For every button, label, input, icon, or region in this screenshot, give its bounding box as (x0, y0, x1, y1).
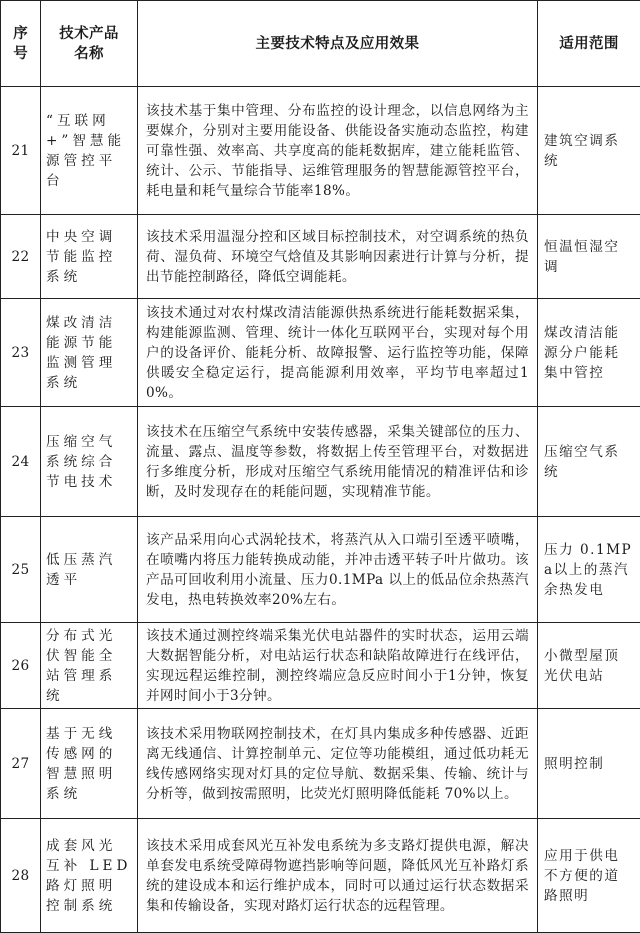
row-seq: 23 (1, 299, 41, 407)
row-seq: 21 (1, 87, 41, 215)
table-row (1, 709, 640, 819)
row-seq: 28 (1, 819, 41, 933)
row-seq: 24 (1, 407, 41, 517)
row-name: 中央空调节能监控系统 (41, 215, 138, 299)
row-scope: 压缩空气系统 (538, 407, 640, 517)
row-name: 煤改清洁能源节能监测管理系统 (41, 299, 138, 407)
row-scope: 小微型屋顶光伏电站 (538, 623, 640, 709)
row-scope: 应用于供电不方便的道路照明 (538, 819, 640, 933)
row-scope: 压力 0.1MPa以上的蒸汽余热发电 (538, 517, 640, 623)
table-row (1, 215, 640, 299)
row-desc: 该产品采用向心式涡轮技术，将蒸汽从入口端引至透平喷嘴，在喷嘴内将压力能转换成动能，并冲击透平转子叶片做功。该产品可回收利用小流量、压力0.1MPa 以上的低品位余热蒸汽发电，热电转换效率20%左右。 (138, 517, 538, 623)
row-name: 分布式光伏智能全站管理系统 (41, 623, 138, 709)
row-desc: 该技术在压缩空气系统中安装传感器，采集关键部位的压力、流量、露点、温度等参数，将数据上传至管理平台，对数据进行多维度分析，形成对压缩空气系统用能情况的精准评估和诊断，及时发现存在的耗能问题，实现精准节能。 (138, 407, 538, 517)
row-name: 低压蒸汽透平 (41, 517, 138, 623)
row-desc: 该技术通过对农村煤改清洁能源供热系统进行能耗数据采集，构建能源监测、管理、统计一体化互联网平台，实现对每个用户的设备评价、能耗分析、故障报警、运行监控等功能，保障供暖安全稳定运行，提高能源利用效率，平均节电率超过10%。 (138, 299, 538, 407)
table-row (1, 517, 640, 623)
row-seq: 25 (1, 517, 41, 623)
header-scope: 适用范围 (538, 1, 640, 87)
row-seq: 26 (1, 623, 41, 709)
row-name: 基于无线传感网的智慧照明系统 (41, 709, 138, 819)
row-scope: 恒温恒湿空调 (538, 215, 640, 299)
row-name: “互联网+”智慧能源管控平台 (41, 87, 138, 215)
row-desc: 该技术基于集中管理、分布监控的设计理念，以信息网络为主要媒介，分别对主要用能设备、供能设备实施动态监控，构建可靠性强、效率高、共享度高的能耗数据库，建立能耗监管、统计、公示、节能指导、运维管理服务的智慧能源管控平台，耗电量和耗气量综合节能率18%。 (138, 87, 538, 215)
row-desc: 该技术通过测控终端采集光伏电站器件的实时状态，运用云端大数据智能分析，对电站运行状态和缺陷故障进行在线评估，实现远程运维控制，测控终端应急反应时间小于1分钟，恢复并网时间小于3分钟。 (138, 623, 538, 709)
header-row (1, 1, 640, 87)
row-scope: 照明控制 (538, 709, 640, 819)
table-row (1, 299, 640, 407)
row-name: 成套风光互补 LED 路灯照明控制系统 (41, 819, 138, 933)
row-desc: 该技术采用温湿分控和区域目标控制技术，对空调系统的热负荷、湿负荷、环境空气焓值及其影响因素进行计算与分析，提出节能控制路径，降低空调能耗。 (138, 215, 538, 299)
row-seq: 22 (1, 215, 41, 299)
row-scope: 煤改清洁能源分户能耗集中管控 (538, 299, 640, 407)
table-row (1, 623, 640, 709)
table-row (1, 819, 640, 933)
header-name: 技术产品名称 (41, 1, 138, 87)
table-row (1, 407, 640, 517)
row-scope: 建筑空调系统 (538, 87, 640, 215)
header-seq: 序号 (1, 1, 41, 87)
row-desc: 该技术采用成套风光互补发电系统为多支路灯提供电源，解决单套发电系统受障碍物遮挡影响等问题，降低风光互补路灯系统的建设成本和运行维护成本，同时可以通过运行状态数据采集和传输设备，实现对路灯运行状态的远程管理。 (138, 819, 538, 933)
row-seq: 27 (1, 709, 41, 819)
table-row (1, 87, 640, 215)
row-name: 压缩空气系统综合节电技术 (41, 407, 138, 517)
row-desc: 该技术采用物联网控制技术，在灯具内集成多种传感器、近距离无线通信、计算控制单元、定位等功能模组，通过低功耗无线传感网络实现对灯具的定位导航、数据采集、传输、统计与分析等，做到按需照明，比荧光灯照明降低能耗 70%以上。 (138, 709, 538, 819)
header-desc: 主要技术特点及应用效果 (138, 1, 538, 87)
